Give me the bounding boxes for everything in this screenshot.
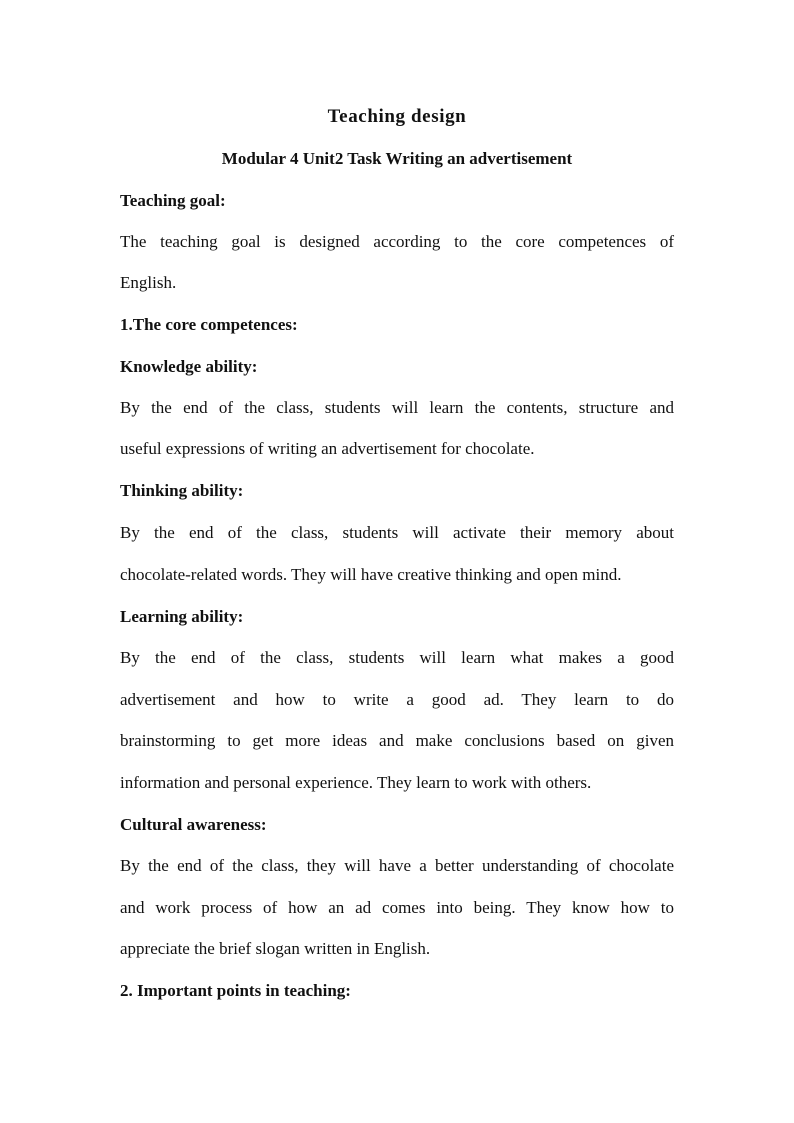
important-points-heading: 2. Important points in teaching: bbox=[120, 981, 351, 1000]
teaching-goal-heading: Teaching goal: bbox=[120, 191, 226, 210]
thinking-ability-text-line: By the end of the class, students will activate their memory about bbox=[120, 523, 674, 542]
knowledge-ability-text-line: By the end of the class, students will learn the contents, structure and bbox=[120, 398, 674, 417]
teaching-goal-text-line: English. bbox=[120, 273, 177, 292]
thinking-ability-heading: Thinking ability: bbox=[120, 481, 244, 500]
learning-ability-text-line: information and personal experience. They learn to work with others. bbox=[120, 773, 592, 792]
teaching-goal-text-line: The teaching goal is designed according to the core competences of bbox=[120, 232, 674, 251]
knowledge-ability-text-line: useful expressions of writing an advertisement for chocolate. bbox=[120, 439, 535, 458]
cultural-awareness-heading: Cultural awareness: bbox=[120, 815, 267, 834]
cultural-awareness-text-line: appreciate the brief slogan written in English. bbox=[120, 939, 431, 958]
cultural-awareness-text-line: and work process of how an ad comes into being. They know how to bbox=[120, 898, 674, 917]
learning-ability-text-line: advertisement and how to write a good ad. They learn to do bbox=[120, 690, 674, 709]
document-title: Teaching design bbox=[327, 106, 467, 127]
cultural-awareness-text-line: By the end of the class, they will have a better understanding of chocolate bbox=[120, 856, 674, 875]
thinking-ability-text-line: chocolate-related words. They will have creative thinking and open mind. bbox=[120, 565, 622, 584]
core-competences-heading: 1.The core competences: bbox=[120, 315, 298, 334]
document-subtitle: Modular 4 Unit2 Task Writing an advertisement bbox=[221, 149, 573, 168]
learning-ability-text-line: By the end of the class, students will learn what makes a good bbox=[120, 648, 674, 667]
learning-ability-text-line: brainstorming to get more ideas and make conclusions based on given bbox=[120, 731, 674, 750]
learning-ability-heading: Learning ability: bbox=[120, 607, 244, 626]
knowledge-ability-heading: Knowledge ability: bbox=[120, 357, 258, 376]
